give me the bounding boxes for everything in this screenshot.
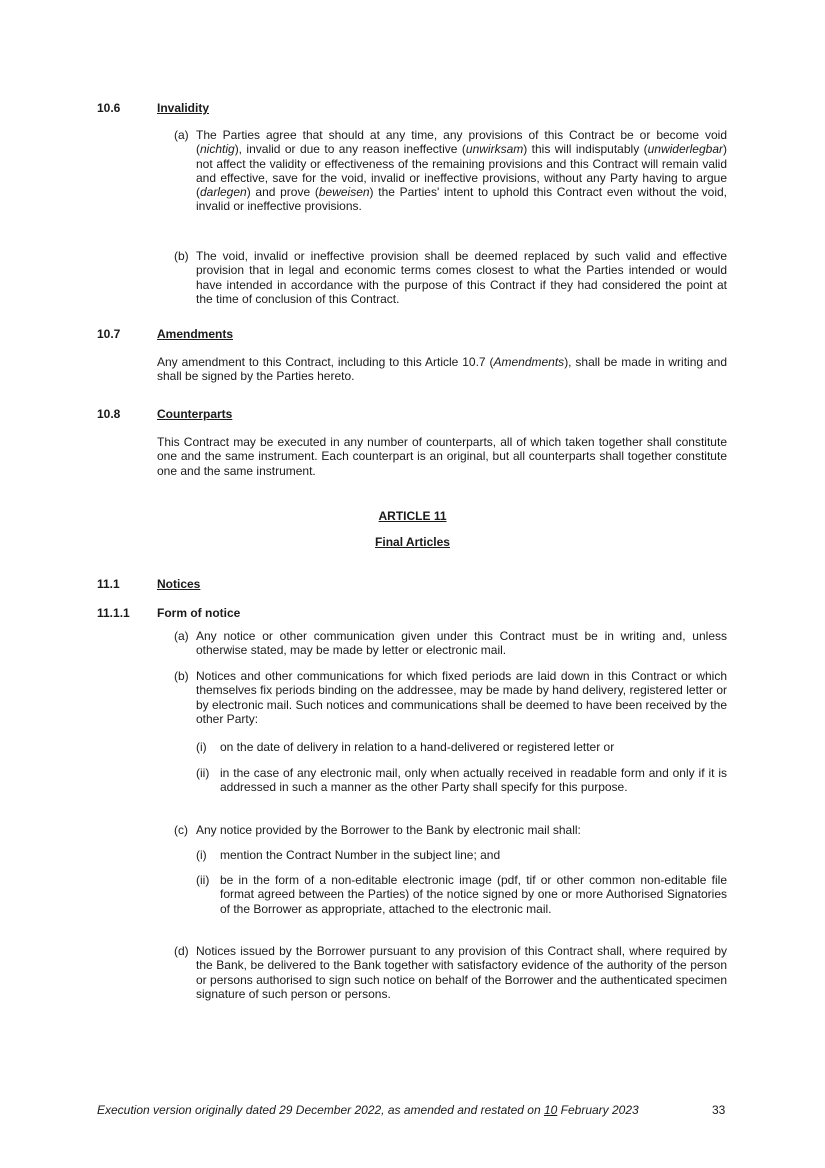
clause-label: (b) xyxy=(174,669,189,683)
article-subtitle: Final Articles xyxy=(375,535,450,549)
subsection-number: 11.1.1 xyxy=(97,606,130,620)
clause-text: Notices and other communications for which fixed periods are laid down in this Contract or which themselves fix periods binding on the addressee, may be made by hand delivery, registered letter or by electronic mail. Such notices and communications shall be deemed to have been received by the other Party: xyxy=(196,669,727,726)
clause-text: The Parties agree that should at any time, any provisions of this Contract be or become void (nichtig), invalid or due to any reason ineffective (unwirksam) this will indisputably (unwiderlegbar) not affect the validity or effectiveness of the remaining provisions and this Contract will remain valid and effective, save for the void, invalid or ineffective provisions, without any Party having to argue (darlegen) and prove (beweisen) the Parties' intent to uphold this Contract even without the void, invalid or ineffective provisions. xyxy=(196,128,727,214)
section-number: 10.7 xyxy=(97,327,121,341)
subclause-text: be in the form of a non-editable electronic image (pdf, tif or other common non-editable file format agreed between the Parties) of the notice signed by one or more Authorised Signatories of the Borrower as appropriate, attached to the electronic mail. xyxy=(220,873,727,916)
section-heading: Invalidity xyxy=(157,101,210,115)
clause-label: (a) xyxy=(174,629,189,643)
page-number: 33 xyxy=(712,1103,726,1117)
section-number: 10.6 xyxy=(97,101,121,115)
section-heading: Notices xyxy=(157,577,201,591)
clause-text: The void, invalid or ineffective provision shall be deemed replaced by such valid and effective provision that in legal and economic terms comes closest to what the Parties intended or would have intended in accordance with the purpose of this Contract if they had considered the point at the time of conclusion of this Contract. xyxy=(196,249,727,306)
subclause-text: mention the Contract Number in the subject line; and xyxy=(220,848,501,862)
subclause-label: (i) xyxy=(196,848,207,862)
subclause-label: (ii) xyxy=(196,766,210,780)
clause-text: Notices issued by the Borrower pursuant to any provision of this Contract shall, where required by the Bank, be delivered to the Bank together with satisfactory evidence of the authority of the person or persons authorised to sign such notice on behalf of the Borrower and the authenticated specimen signature of such person or persons. xyxy=(196,944,727,1001)
section-heading: Amendments xyxy=(157,327,234,341)
clause-text: Any notice provided by the Borrower to the Bank by electronic mail shall: xyxy=(196,823,581,837)
section-number: 11.1 xyxy=(97,577,120,591)
clause-label: (d) xyxy=(174,944,189,958)
section-number: 10.8 xyxy=(97,407,121,421)
subsection-heading: Form of notice xyxy=(157,606,241,620)
clause-label: (c) xyxy=(174,823,188,837)
section-heading: Counterparts xyxy=(157,407,233,421)
clause-label: (a) xyxy=(174,128,189,142)
section-text: Any amendment to this Contract, including to this Article 10.7 (Amendments), shall be made in writing and shall be signed by the Parties hereto. xyxy=(157,355,727,384)
section-text: This Contract may be executed in any number of counterparts, all of which taken together shall constitute one and the same instrument. Each counterpart is an original, but all counterparts shall together constitute one and the same instrument. xyxy=(157,435,727,478)
subclause-label: (ii) xyxy=(196,873,210,887)
article-heading: ARTICLE 11 xyxy=(378,509,447,523)
footer-version: Execution version originally dated 29 December 2022, as amended and restated on 10 February 2023 xyxy=(97,1103,639,1117)
subclause-label: (i) xyxy=(196,740,207,754)
clause-text: Any notice or other communication given under this Contract must be in writing and, unless otherwise stated, may be made by letter or electronic mail. xyxy=(196,629,727,658)
clause-label: (b) xyxy=(174,249,189,263)
subclause-text: on the date of delivery in relation to a hand-delivered or registered letter or xyxy=(220,740,615,754)
subclause-text: in the case of any electronic mail, only when actually received in readable form and only if it is addressed in such a manner as the other Party shall specify for this purpose. xyxy=(220,766,727,795)
